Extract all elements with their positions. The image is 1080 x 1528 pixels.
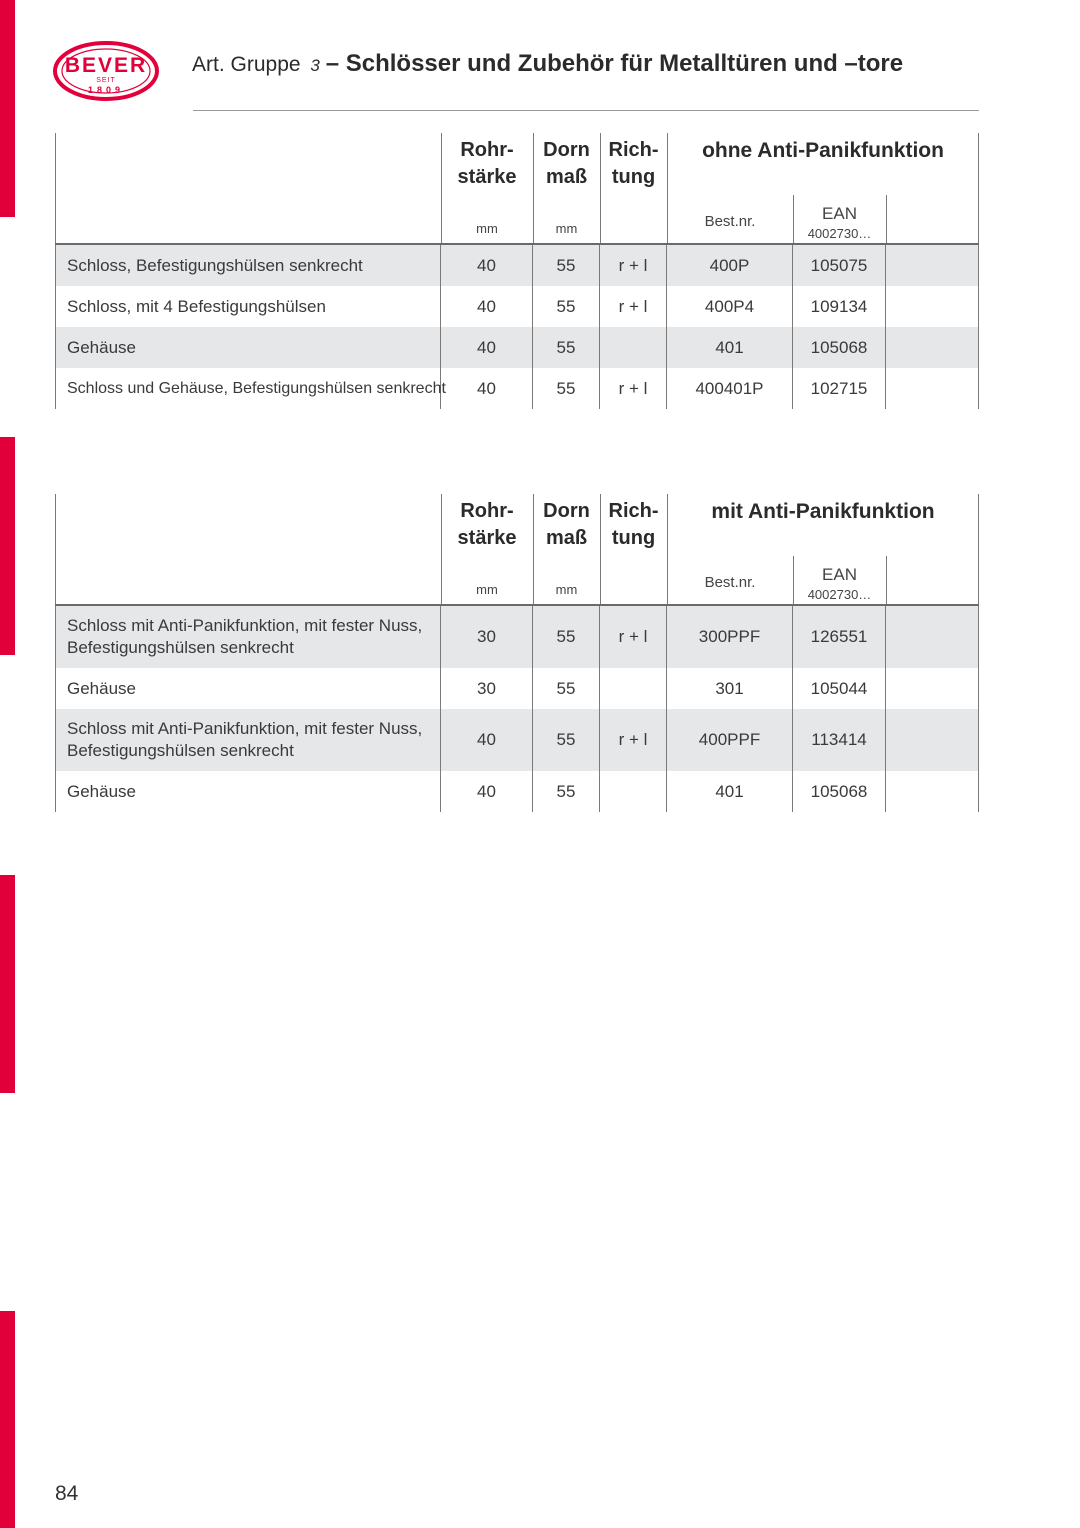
col-ean: EAN (822, 204, 857, 223)
page-title (192, 50, 903, 78)
logo-brand: BEVER (64, 54, 148, 77)
table-row: Schloss und Gehäuse, Befestigungshülsen senkrecht 40 55 r + l 400401P 102715 (55, 368, 979, 409)
unit-mm: mm (555, 221, 578, 236)
title-text: – Schlösser und Zubehör für Metalltüren und –tore (325, 50, 904, 77)
col-ean: EAN (822, 565, 857, 584)
table-row: Schloss, mit 4 Befestigungshülsen 40 55 r + l 400P4 109134 (55, 286, 979, 327)
table-ohne-panik (55, 133, 979, 409)
table-title: ohne Anti-Panikfunktion (702, 139, 944, 162)
edge-tab (0, 437, 15, 655)
col-dornmass: Dorn maß (543, 500, 590, 549)
table-row: Schloss mit Anti-Panikfunktion, mit fester Nuss, Befestigungshülsen senkrecht 40 55 r + l 400PPF 113414 (55, 709, 979, 771)
unit-mm: mm (476, 221, 498, 236)
table-row: Schloss, Befestigungshülsen senkrecht 40 55 r + l 400P 105075 (55, 245, 979, 286)
unit-mm: mm (476, 582, 498, 597)
col-richtung: Rich- tung (608, 139, 659, 188)
table-row: Gehäuse 40 55 401 105068 (55, 771, 979, 812)
col-rohrstaerke: Rohr- stärke (457, 500, 517, 549)
edge-tab (0, 0, 15, 217)
table-row: Gehäuse 30 55 301 105044 (55, 668, 979, 709)
ean-prefix: 4002730… (807, 226, 872, 241)
table-mit-panik (55, 494, 979, 812)
col-bestnr: Best.nr. (704, 574, 756, 591)
group-number: 3 (310, 56, 320, 75)
table-row: Schloss mit Anti-Panikfunktion, mit fester Nuss, Befestigungshülsen senkrecht 30 55 r + l 300PPF 126551 (55, 606, 979, 668)
ean-prefix: 4002730… (807, 587, 872, 602)
header-divider (193, 110, 979, 111)
col-bestnr: Best.nr. (704, 213, 756, 230)
col-rohrstaerke: Rohr- stärke (457, 139, 517, 188)
table-header (55, 494, 979, 606)
col-richtung: Rich- tung (608, 500, 659, 549)
table-row: Gehäuse 40 55 401 105068 (55, 327, 979, 368)
unit-mm: mm (555, 582, 578, 597)
page-number: 84 (55, 1482, 79, 1505)
bever-logo (52, 40, 160, 102)
table-header (55, 133, 979, 245)
logo-year: 1809 (87, 85, 125, 95)
table-title: mit Anti-Panikfunktion (711, 500, 935, 523)
col-dornmass: Dorn maß (543, 139, 590, 188)
logo-seit: SEIT (96, 77, 116, 84)
art-gruppe-label: Art. Gruppe (192, 53, 301, 76)
edge-tab (0, 875, 15, 1093)
edge-tab (0, 1311, 15, 1528)
